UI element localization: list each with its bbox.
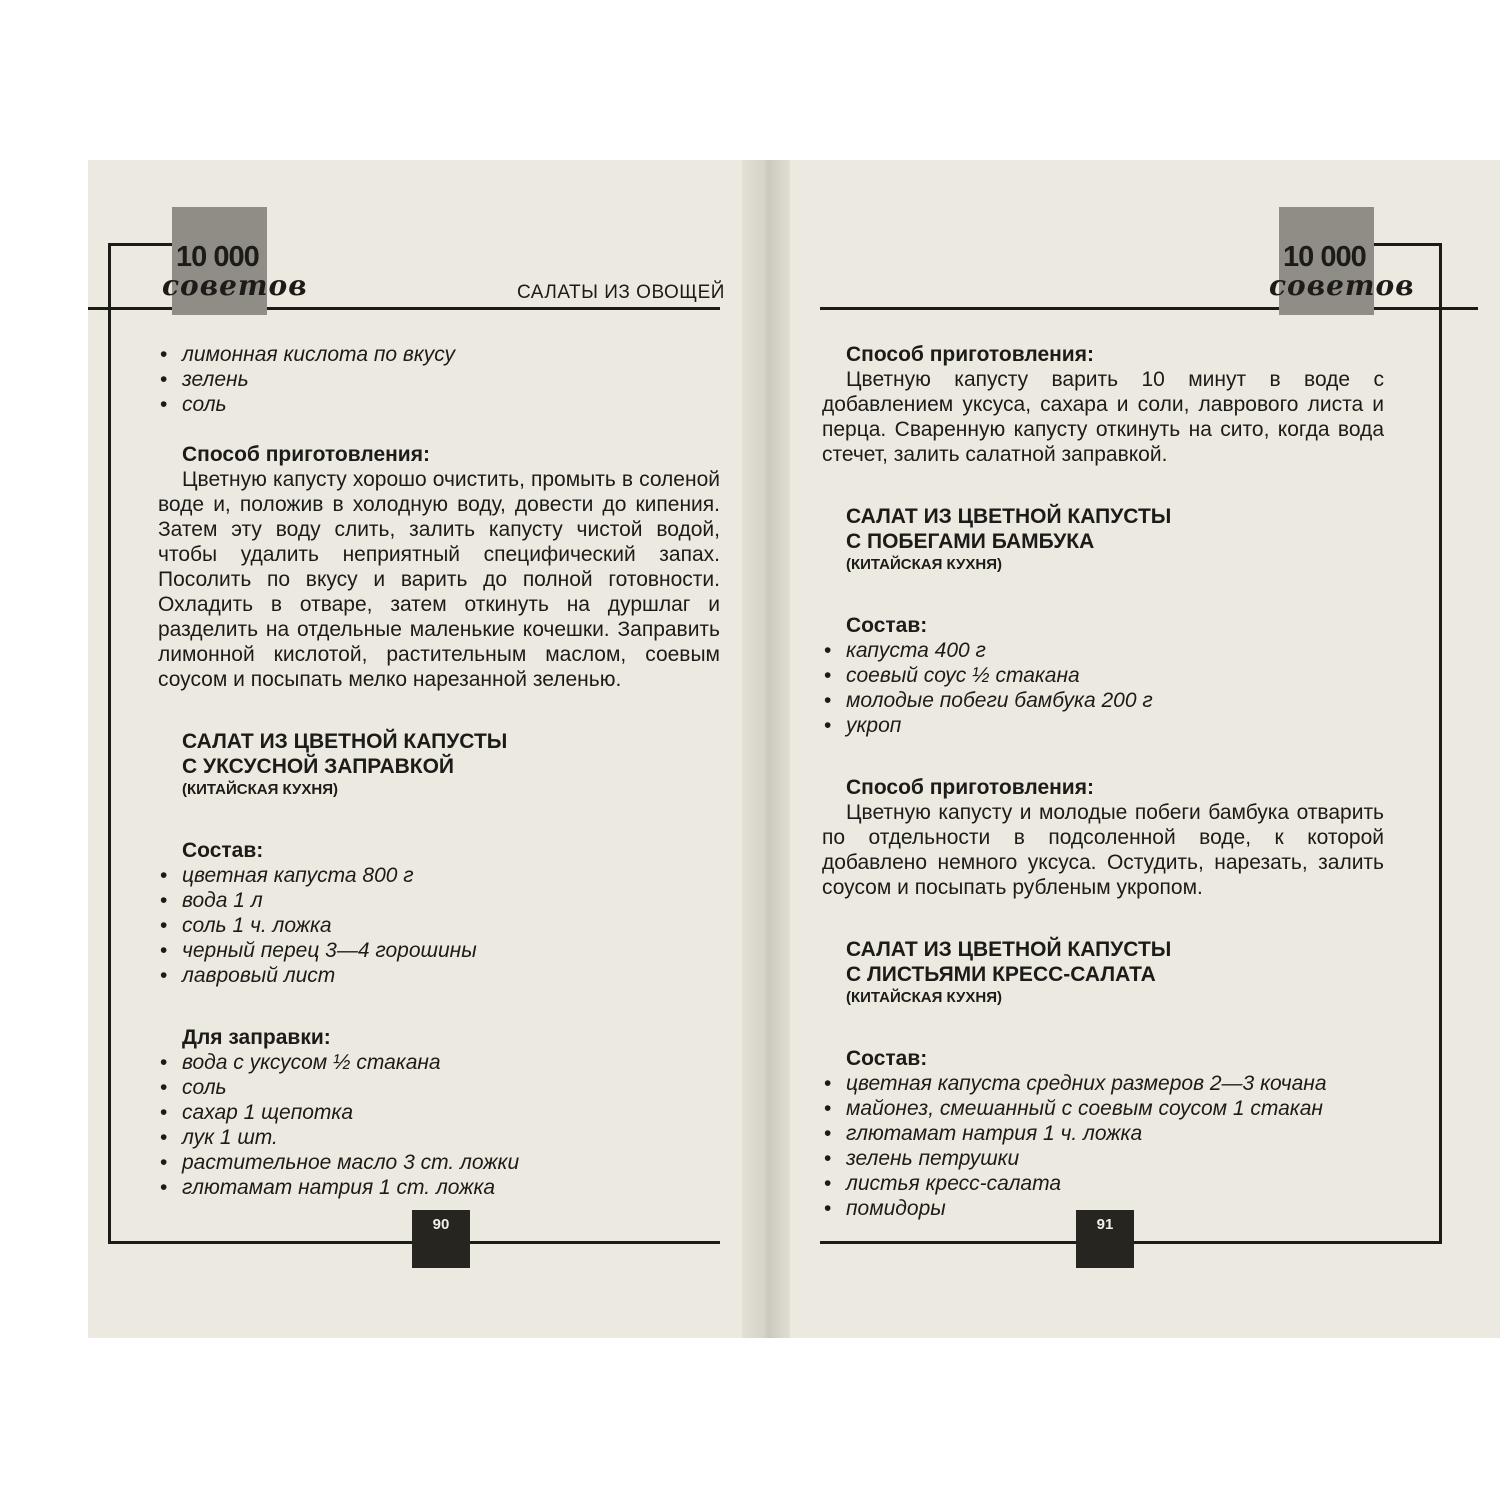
list-item — [158, 1100, 720, 1125]
method-heading: Способ приготовления: — [182, 443, 430, 466]
list-item — [822, 638, 1384, 663]
right-top-rule — [1372, 243, 1442, 246]
list-item-text: цветная капуста 800 г — [182, 864, 414, 887]
list-item — [158, 1150, 720, 1175]
bullet-icon: • — [160, 1101, 168, 1124]
bullet-icon: • — [824, 1097, 832, 1120]
list-item — [158, 888, 720, 913]
list-item-text: зелень — [182, 368, 249, 391]
list-item-text: глютамат натрия 1 ч. ложка — [846, 1122, 1143, 1145]
method-heading: Способ приготовления: — [846, 776, 1094, 799]
list-item-text: растительное масло 3 ст. ложки — [182, 1151, 520, 1174]
list-item-text: укроп — [846, 714, 902, 737]
left-top-rule — [108, 243, 172, 246]
list-item-text: цветная капуста средних размеров 2—3 кочана — [846, 1072, 1327, 1095]
list-item-text: глютамат натрия 1 ст. ложка — [182, 1176, 496, 1199]
bullet-icon: • — [160, 368, 168, 391]
list-item-text: вода с уксусом ½ стакана — [182, 1051, 441, 1074]
book-gutter — [742, 160, 790, 1338]
list-item — [822, 1071, 1384, 1096]
bullet-icon: • — [824, 639, 832, 662]
list-item-text: вода 1 л — [182, 889, 263, 912]
recipe-title: С ЛИСТЬЯМИ КРЕСС-САЛАТА — [846, 963, 1156, 986]
bullet-icon: • — [824, 714, 832, 737]
method-text: Цветную капусту варить 10 минут в воде с добавлением уксуса, сахара и соли, лаврового листа и перца. Сваренную капусту откинуть на сито, когда вода стечет, залить салатной заправкой. — [822, 368, 1384, 466]
list-item-text: соль — [182, 1076, 227, 1099]
logo-number: 10 000 — [176, 241, 259, 273]
list-item — [822, 1146, 1384, 1171]
list-item — [158, 392, 720, 417]
list-item-text: сахар 1 щепотка — [182, 1101, 354, 1124]
list-item-text: соевый соус ½ стакана — [846, 664, 1080, 687]
logo-script: советов — [1269, 269, 1415, 302]
bullet-icon: • — [824, 689, 832, 712]
recipe-title: САЛАТ ИЗ ЦВЕТНОЙ КАПУСТЫ — [182, 730, 508, 753]
list-item-text: помидоры — [846, 1197, 946, 1220]
list-item-text: зелень петрушки — [846, 1147, 1020, 1170]
bullet-icon: • — [160, 1051, 168, 1074]
bullet-icon: • — [160, 1176, 168, 1199]
list-item — [158, 863, 720, 888]
bullet-icon: • — [160, 914, 168, 937]
bullet-icon: • — [160, 939, 168, 962]
list-item — [158, 1050, 720, 1075]
list-item-text: лук 1 шт. — [182, 1126, 278, 1149]
list-item — [158, 1175, 720, 1200]
list-item — [822, 663, 1384, 688]
recipe-cuisine: (КИТАЙСКАЯ КУХНЯ) — [846, 556, 1003, 573]
bullet-icon: • — [160, 1151, 168, 1174]
logo-script: советов — [162, 269, 308, 302]
list-item-text: соль 1 ч. ложка — [182, 914, 332, 937]
list-item — [158, 913, 720, 938]
recipe-title: САЛАТ ИЗ ЦВЕТНОЙ КАПУСТЫ — [846, 938, 1172, 961]
list-item — [158, 1075, 720, 1100]
bullet-icon: • — [160, 864, 168, 887]
left-text-column — [158, 342, 720, 1200]
list-item-text: черный перец 3—4 горошины — [182, 939, 477, 962]
recipe-title: САЛАТ ИЗ ЦВЕТНОЙ КАПУСТЫ — [846, 505, 1172, 528]
list-item — [822, 713, 1384, 738]
list-item-text: капуста 400 г — [846, 639, 986, 662]
method-text: Цветную капусту хорошо очистить, промыть в соленой воде и, положив в холодную воду, довести до кипения. Затем эту воду слить, залить капусту чистой водой, чтобы удалить неприятный специфический запах. Посолить по вкусу и варить до полной готовности. Охладить в отваре, затем откинуть на дуршлаг и разделить на отдельные маленькие кочешки. Заправить лимонной кислотой, растительным маслом, соевым соусом и посыпать мелко нарезанной зеленью. — [158, 468, 720, 691]
method-heading: Способ приготовления: — [846, 343, 1094, 366]
right-text-column — [822, 342, 1384, 1221]
list-item-text: майонез, смешанный с соевым соусом 1 стакан — [846, 1097, 1323, 1120]
bullet-icon: • — [824, 1147, 832, 1170]
logo-number: 10 000 — [1283, 241, 1366, 273]
bullet-icon: • — [160, 1076, 168, 1099]
list-item — [158, 342, 720, 367]
bullet-icon: • — [824, 664, 832, 687]
list-item — [158, 367, 720, 392]
list-item-text: лимонная кислота по вкусу — [182, 343, 456, 366]
bullet-icon: • — [160, 393, 168, 416]
bullet-icon: • — [160, 964, 168, 987]
bullet-icon: • — [160, 1126, 168, 1149]
list-item — [822, 1171, 1384, 1196]
ingredients-heading: Состав: — [182, 839, 264, 862]
bullet-icon: • — [824, 1172, 832, 1195]
list-item-text: листья кресс-салата — [846, 1172, 1062, 1195]
left-frame-side — [108, 243, 111, 1244]
left-logo-block — [162, 207, 308, 315]
bullet-icon: • — [824, 1122, 832, 1145]
bullet-icon: • — [160, 343, 168, 366]
list-item — [158, 1125, 720, 1150]
right-header-rule — [820, 307, 1478, 310]
right-frame-side — [1439, 243, 1442, 1244]
list-item — [158, 938, 720, 963]
bullet-icon: • — [160, 889, 168, 912]
method-text: Цветную капусту и молодые побеги бамбука отварить по отдельности в подсоленной воде, к которой добавлено немного уксуса. Остудить, нарезать, залить соусом и посыпать рубленым укропом. — [822, 801, 1384, 899]
running-head: САЛАТЫ ИЗ ОВОЩЕЙ — [517, 282, 725, 303]
list-item-text: молодые побеги бамбука 200 г — [846, 689, 1153, 712]
page-number: 90 — [412, 1210, 470, 1268]
recipe-cuisine: (КИТАЙСКАЯ КУХНЯ) — [846, 989, 1003, 1006]
recipe-cuisine: (КИТАЙСКАЯ КУХНЯ) — [182, 781, 339, 798]
bullet-icon: • — [824, 1197, 832, 1220]
list-item — [822, 688, 1384, 713]
list-item — [822, 1096, 1384, 1121]
right-logo-block — [1269, 207, 1415, 315]
list-item — [158, 963, 720, 988]
page-number: 91 — [1076, 1210, 1134, 1268]
list-item-text: лавровый лист — [182, 964, 336, 987]
bullet-icon: • — [824, 1072, 832, 1095]
list-item-text: соль — [182, 393, 227, 416]
recipe-title: С УКСУСНОЙ ЗАПРАВКОЙ — [182, 755, 455, 778]
list-item — [822, 1121, 1384, 1146]
ingredients-heading: Состав: — [846, 614, 928, 637]
dressing-heading: Для заправки: — [182, 1026, 331, 1049]
recipe-title: С ПОБЕГАМИ БАМБУКА — [846, 530, 1095, 553]
ingredients-heading: Состав: — [846, 1047, 928, 1070]
